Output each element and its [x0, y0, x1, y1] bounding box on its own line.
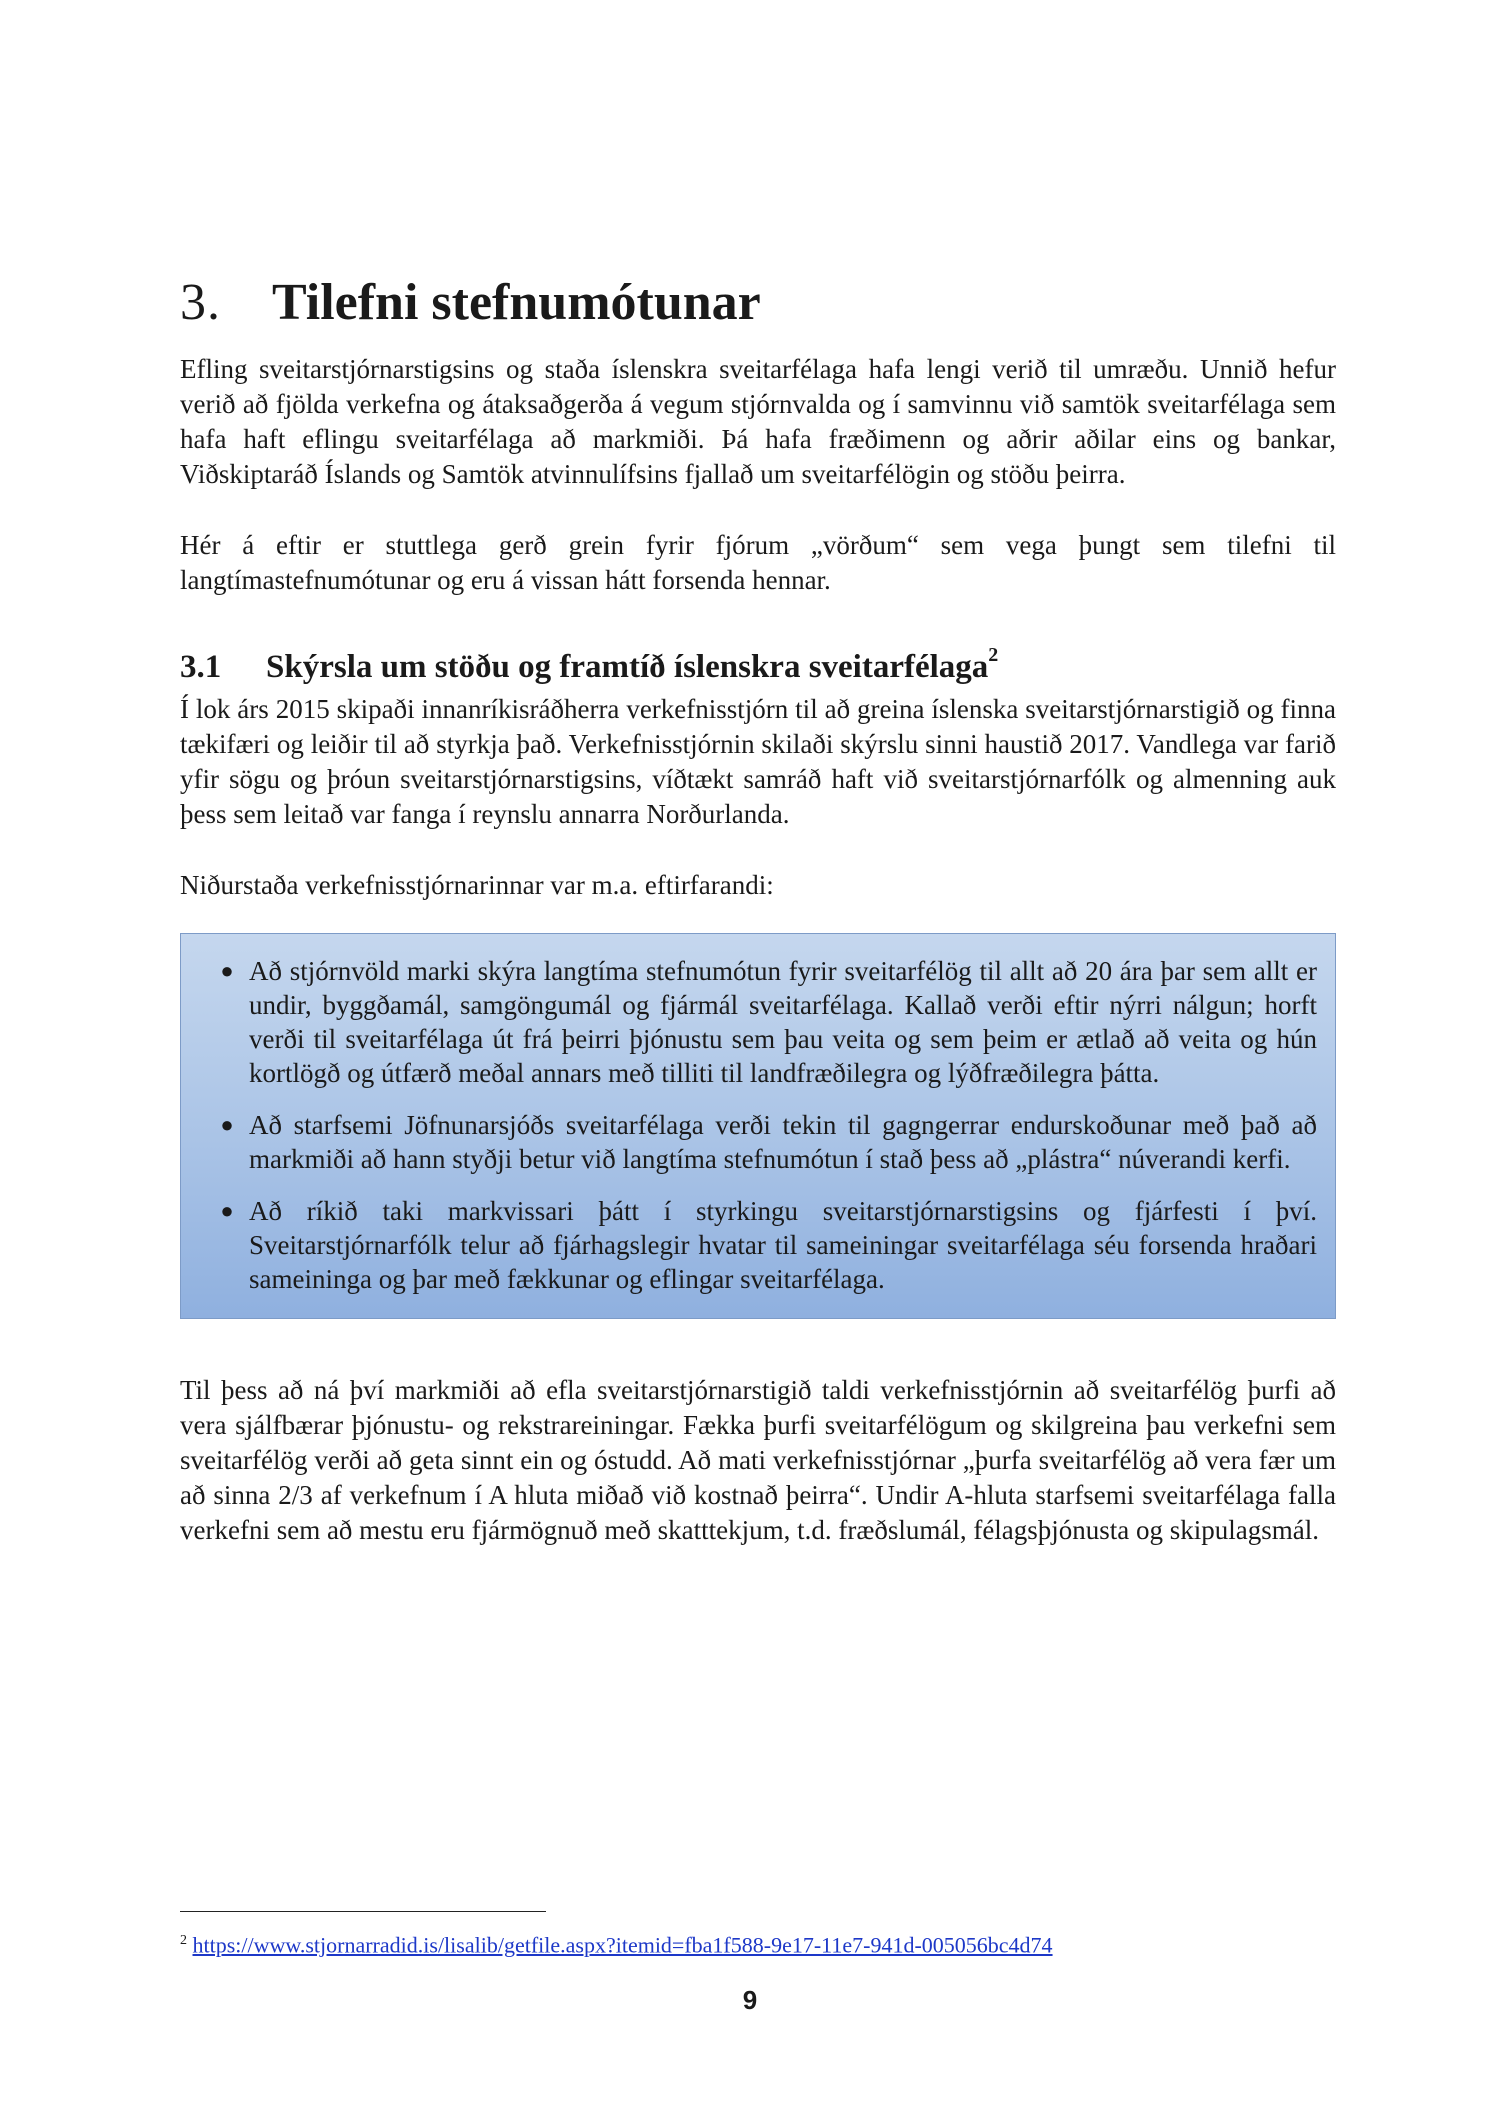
page-content: [180, 268, 1336, 1548]
page-number: 9: [742, 1985, 758, 2015]
section-intro-paragraph: Efling sveitarstjórnarstigsins og staða íslenskra sveitarfélaga hafa lengi verið til umræðu. Unnið hefur verið að fjölda verkefna og átaksaðgerða á vegum stjórnvalda og í samvinnu við samtök sveitarfélaga sem hafa haft eflingu sveitarfélaga að markmiði. Þá hafa fræðimenn og aðrir aðilar eins og bankar, Viðskiptaráð Íslands og Samtök atvinnulífsins fjallað um sveitarfélögin og stöðu þeirra.: [180, 354, 1336, 489]
subsection-title-wrap: [266, 638, 998, 688]
list-item: [201, 1194, 1317, 1296]
footnote-divider: [180, 1911, 546, 1912]
findings-list: [201, 954, 1317, 1296]
list-item: [201, 954, 1317, 1090]
list-item-text: Að ríkið taki markvissari þátt í styrkingu sveitarstjórnarstigsins og fjárfesti í því. Sveitarstjórnarfólk telur að fjárhagslegir hvatar til sameiningar sveitarfélaga séu forsenda hraðari sameininga og þar með fækkunar og eflingar sveitarfélaga.: [249, 1196, 1317, 1294]
subsection-paragraph-1: Í lok árs 2015 skipaði innanríkisráðherra verkefnisstjórn til að greina íslenska sveitarstjórnarstigið og finna tækifæri og leiðir til að styrkja það. Verkefnisstjórnin skilaði skýrslu sinni haustið 2017. Vandlega var farið yfir sögu og þróun sveitarstjórnarstigsins, víðtækt samráð haft við sveitarstjórnarfólk og almenning auk þess sem leitað var fanga í reynslu annarra Norðurlanda.: [180, 694, 1336, 829]
list-item: [201, 1108, 1317, 1176]
section-number: 3.: [180, 274, 221, 331]
findings-callout-box: [180, 933, 1336, 1319]
footnote: [180, 1926, 1053, 1960]
section-heading: [180, 268, 1336, 338]
section-intro-paragraph-2: Hér á eftir er stuttlega gerð grein fyrir fjórum „vörðum“ sem vega þungt sem tilefni til langtímastefnumótunar og eru á vissan hátt forsenda hennar.: [180, 530, 1336, 595]
bullet-icon: ●: [220, 1112, 234, 1137]
subsection-paragraph-2: Niðurstaða verkefnisstjórnarinnar var m.a. eftirfarandi:: [180, 870, 774, 900]
subsection-paragraph-3: Til þess að ná því markmiði að efla sveitarstjórnarstigið taldi verkefnisstjórnin að sveitarfélög þurfi að vera sjálfbærar þjónustu- og rekstrareiningar. Fækka þurfi sveitarfélögum og skilgreina þau verkefni sem sveitarfélög verði að geta sinnt ein og óstudd. Að mati verkefnisstjórnar „þurfa sveitarfélög að vera fær um að sinna 2/3 af verkefnum í A hluta miðað við kostnað þeirra“. Undir A-hluta starfsemi sveitarfélaga falla verkefni sem að mestu eru fjármögnuð með skatttekjum, t.d. fræðslumál, félagsþjónusta og skipulagsmál.: [180, 1375, 1336, 1545]
footnote-link[interactable]: https://www.stjornarradid.is/lisalib/getfile.aspx?itemid=fba1f588-9e17-11e7-941d-005056bc4d74: [192, 1932, 1053, 1958]
subsection-heading: [180, 638, 1336, 688]
subsection-number: 3.1: [180, 649, 222, 685]
list-item-text: Að stjórnvöld marki skýra langtíma stefnumótun fyrir sveitarfélög til allt að 20 ára þar sem allt er undir, byggðamál, samgöngumál og fjármál sveitarfélaga. Kallað verði eftir nýrri nálgun; horft verði til sveitarfélaga út frá þeirri þjónustu sem þau veita og sem þeim er ætlað að veita og hún kortlögð og útfærð meðal annars með tilliti til landfræðilegra og lýðfræðilegra þátta.: [249, 956, 1317, 1088]
footnote-reference[interactable]: 2: [988, 644, 999, 666]
footnote-marker: 2: [180, 1933, 187, 1948]
bullet-icon: ●: [220, 1198, 234, 1223]
section-title: Tilefni stefnumótunar: [272, 274, 761, 331]
bullet-icon: ●: [220, 958, 234, 983]
list-item-text: Að starfsemi Jöfnunarsjóðs sveitarfélaga verði tekin til gagngerrar endurskoðunar með það að markmiði að hann styðji betur við langtíma stefnumótun í stað þess að „plástra“ núverandi kerfi.: [249, 1110, 1317, 1174]
subsection-title: Skýrsla um stöðu og framtíð íslenskra sveitarfélaga: [266, 649, 989, 685]
